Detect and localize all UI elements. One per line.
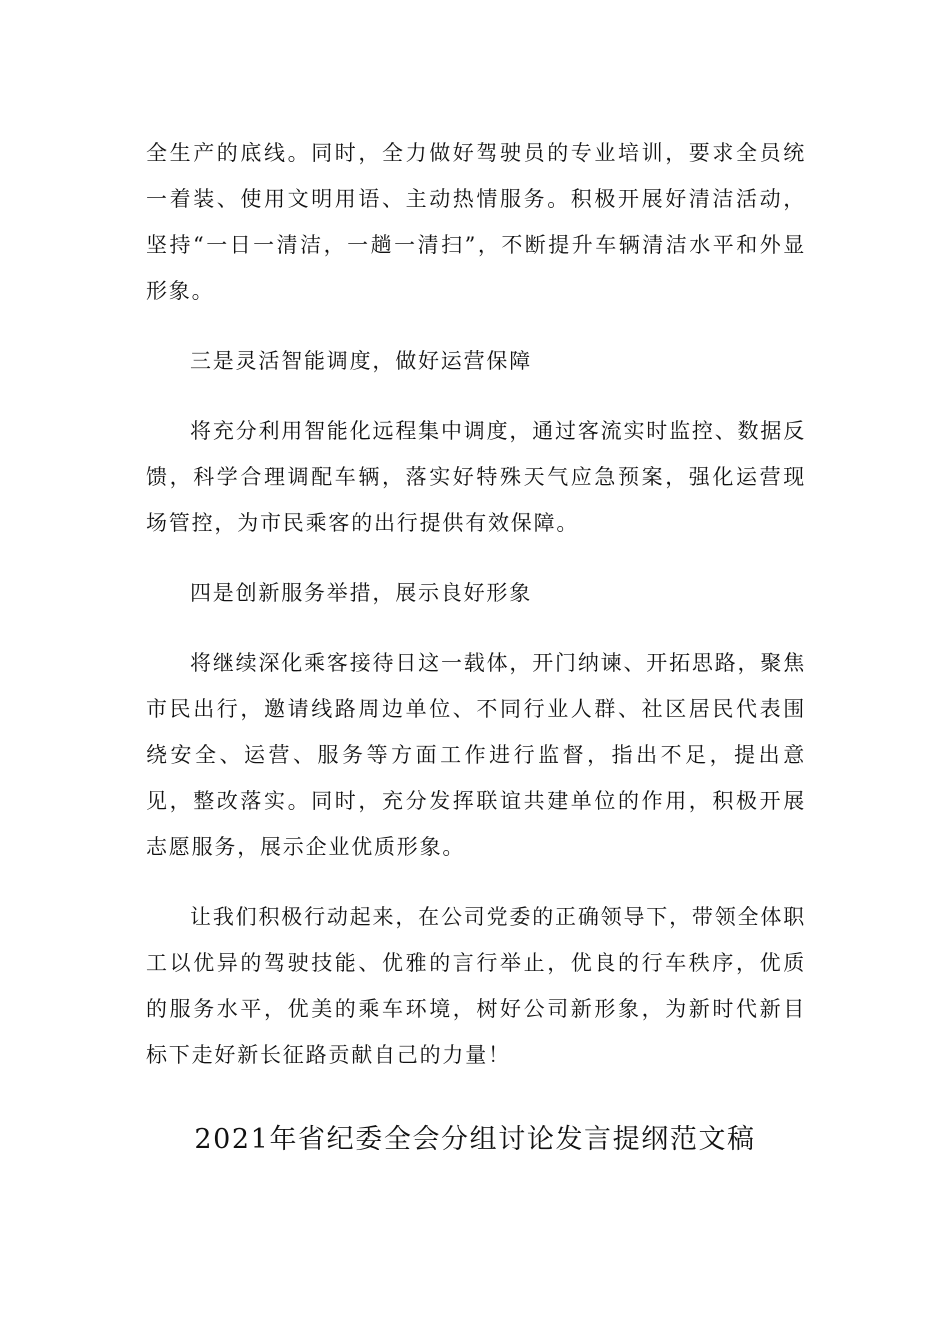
document-body	[146, 130, 806, 1078]
paragraph-continuation: 全生产的底线。同时，全力做好驾驶员的专业培训，要求全员统一着装、使用文明用语、主动热情服务。积极开展好清洁活动，坚持“一日一清洁，一趟一清扫”，不断提升车辆清洁水平和外显形象。	[146, 141, 806, 303]
paragraph-service: 将继续深化乘客接待日这一载体，开门纳谏、开拓思路，聚焦市民出行，邀请线路周边单位、不同行业人群、社区居民代表围绕安全、运营、服务等方面工作进行监督，指出不足，提出意见，整改落实。同时，充分发挥联谊共建单位的作用，积极开展志愿服务，展示企业优质形象。	[146, 651, 806, 859]
section-heading-4: 四是创新服务举措，展示良好形象	[190, 581, 532, 605]
section-heading-3: 三是灵活智能调度，做好运营保障	[190, 349, 532, 373]
paragraph-dispatch: 将充分利用智能化远程集中调度，通过客流实时监控、数据反馈，科学合理调配车辆，落实好特殊天气应急预案，强化运营现场管控，为市民乘客的出行提供有效保障。	[146, 419, 806, 535]
next-document-title: 2021年省纪委全会分组讨论发言提纲范文稿	[194, 1124, 756, 1155]
paragraph-closing: 让我们积极行动起来，在公司党委的正确领导下，带领全体职工以优异的驾驶技能、优雅的言行举止，优良的行车秩序，优质的服务水平，优美的乘车环境，树好公司新形象，为新时代新目标下走好新长征路贡献自己的力量！	[146, 905, 806, 1067]
